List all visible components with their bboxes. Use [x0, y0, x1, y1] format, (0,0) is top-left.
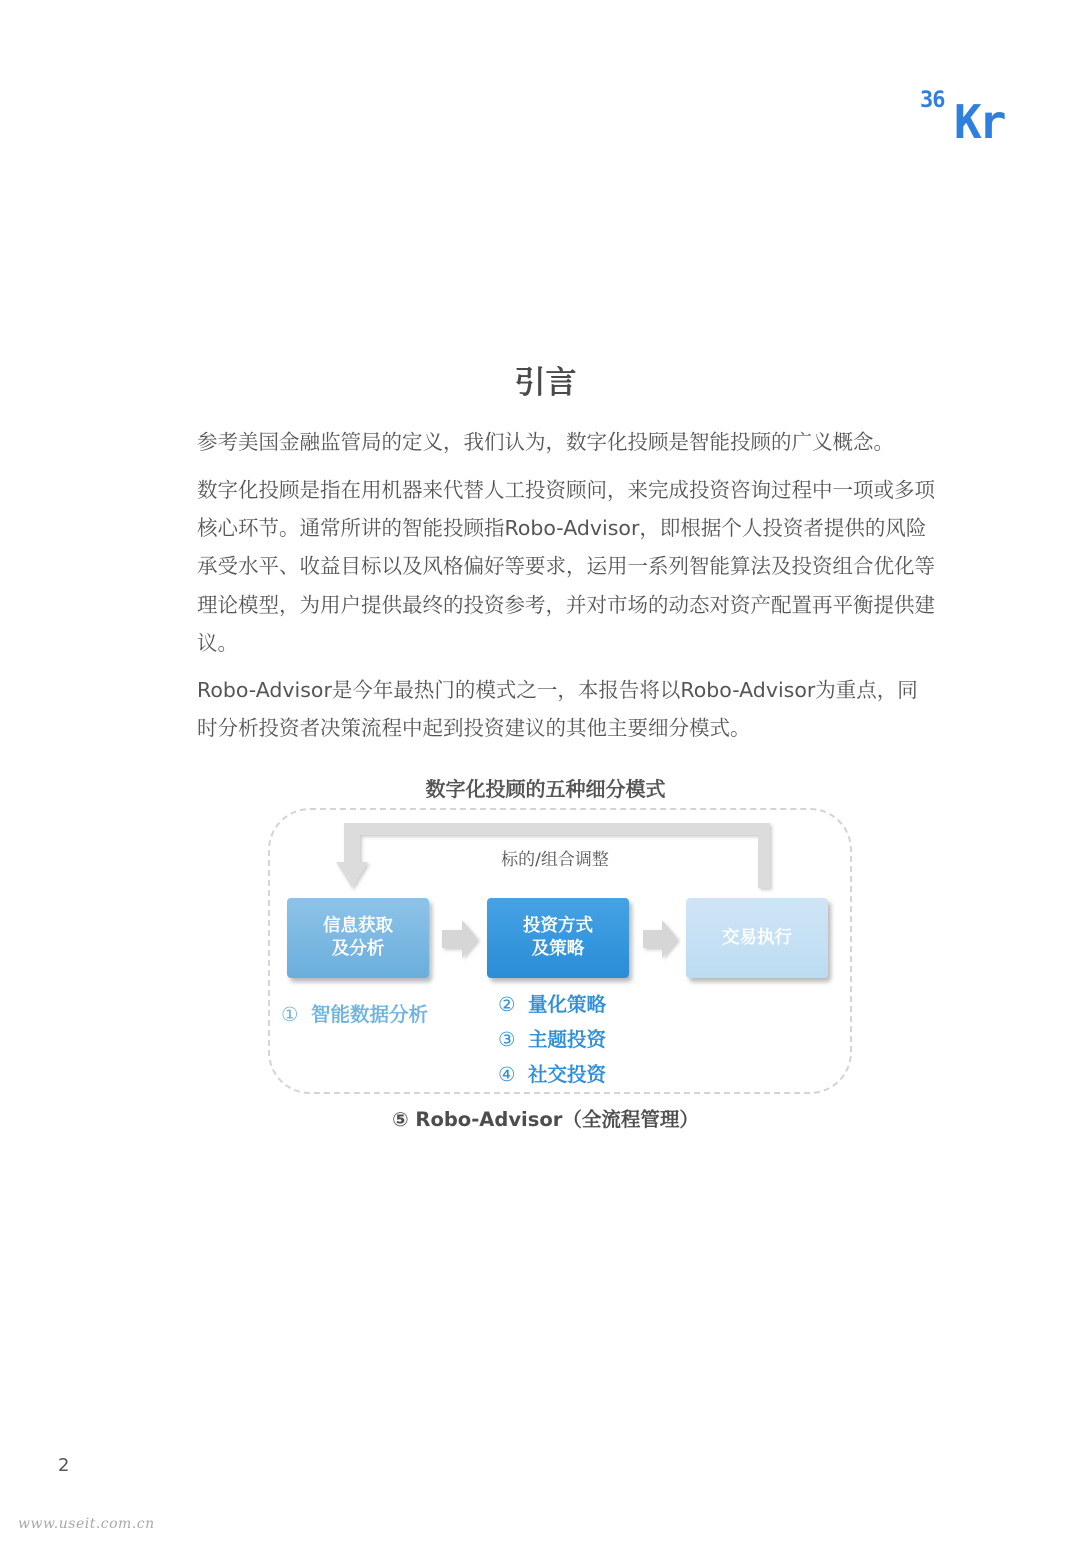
step-arrow-1: [442, 920, 478, 958]
watermark: www.useit.com.cn: [18, 1516, 155, 1532]
intro-paragraph-2: 数字化投顾是指在用机器来代替人工投资顾问，来完成投资咨询过程中一项或多项核心环节。通常所讲的智能投顾指Robo-Advisor，即根据个人投资者提供的风险承受水平、收益目标以及风格偏好等要求，运用一系列智能算法及投资组合优化等理论模型，为用户提供最终的投资参考，并对市场的动态对资产配置再平衡提供建议。: [197, 478, 935, 655]
step-label: 投资方式 及策略: [523, 916, 593, 959]
mode-item-robo-advisor: ⑤ Robo-Advisor（全流程管理）: [392, 1108, 699, 1131]
page-title: 引言: [514, 365, 577, 401]
intro-paragraph-3: Robo-Advisor是今年最热门的模式之一，本报告将以Robo-Advisor为重点，同时分析投资者决策流程中起到投资建议的其他主要细分模式。: [197, 678, 918, 741]
step-box-strategy: [487, 898, 629, 978]
mode-label: 智能数据分析: [311, 1003, 429, 1026]
mode-label: 主题投资: [528, 1028, 607, 1051]
figure-title: 数字化投顾的五种细分模式: [425, 777, 666, 801]
step-box-info-analysis: [287, 898, 429, 978]
step-box-execution: [686, 898, 828, 978]
mode-item-theme: [498, 1024, 606, 1052]
page-number: 2: [58, 1455, 70, 1476]
mode-item-data-analysis: [281, 999, 428, 1027]
logo-kr: Kr: [954, 95, 1004, 149]
mode-label: 社交投资: [528, 1063, 607, 1086]
intro-paragraph-1: 参考美国金融监管局的定义，我们认为，数字化投顾是智能投顾的广义概念。: [197, 430, 894, 454]
loop-label: 标的/组合调整: [501, 850, 609, 870]
mode-item-quant: [498, 989, 606, 1017]
step-arrow-2: [643, 920, 678, 958]
mode-label: 量化策略: [528, 993, 607, 1016]
mode-number: ①: [281, 1003, 299, 1026]
mode-number: ②: [498, 993, 516, 1016]
step-label: 信息获取 及分析: [323, 916, 393, 959]
mode-item-social: [498, 1059, 606, 1087]
mode-number: ③: [498, 1028, 516, 1051]
step-label: 交易执行: [722, 927, 792, 948]
logo-36: 36: [920, 88, 945, 113]
mode-number: ④: [498, 1063, 516, 1086]
